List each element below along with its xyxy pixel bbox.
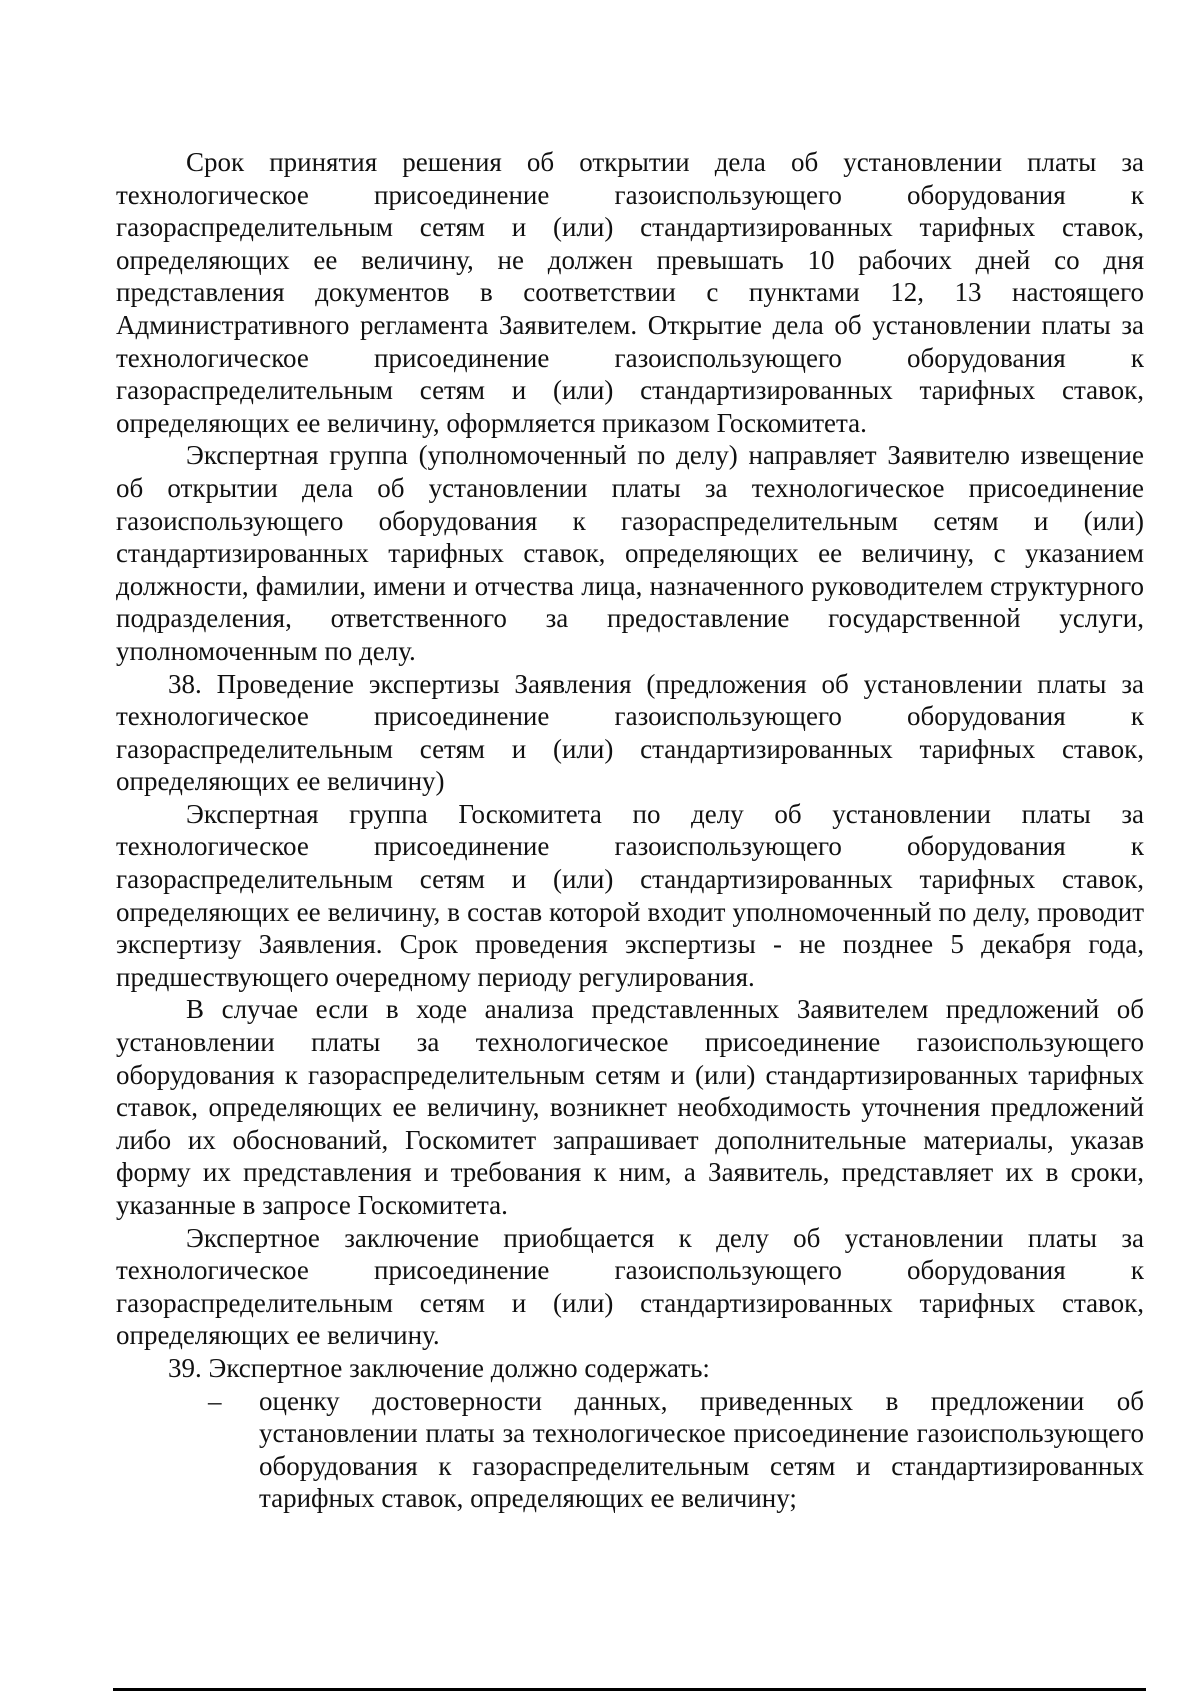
paragraph-additional-materials: В случае если в ходе анализа представленных Заявителем предложений об установлении платы за технологическое присоединение газоиспользующего оборудования к газораспределительным сетям и (или) стандартизированных тарифных ставок, определяющих ее величину, возникнет необходимость уточнения предложений либо их обоснований, Госкомитет запрашивает дополнительные материалы, указав форму их представления и требования к ним, а Заявитель, представляет их в сроки, указанные в запросе Госкомитета. [116,994,1144,1220]
paragraph-expertise-conduct: Экспертная группа Госкомитета по делу об установлении платы за технологическое присоединение газоиспользующего оборудования к газораспределительным сетям и (или) стандартизированных тарифных ставок, определяющих ее величину, в состав которой входит уполномоченный по делу, проводит экспертизу Заявления. Срок проведения экспертизы - не позднее 5 декабря года, предшествующего очередному периоду регулирования. [116,798,1144,992]
section-39-heading: 39. Экспертное заключение должно содержать: [168,1352,710,1383]
dash-bullet-icon: – [208,1385,222,1416]
document-body [116,146,1144,1515]
footer-divider [113,1688,1146,1691]
paragraph-expert-conclusion: Экспертное заключение приобщается к делу об установлении платы за технологическое присоединение газоиспользующего оборудования к газораспределительным сетям и (или) стандартизированных тарифных ставок, определяющих ее величину. [116,1222,1144,1351]
paragraph-decision-deadline: Срок принятия решения об открытии дела об установлении платы за технологическое присоединение газоиспользующего оборудования к газораспределительным сетям и (или) стандартизированных тарифных ставок, определяющих ее величину, не должен превышать 10 рабочих дней со дня представления документов в соответствии с пунктами 12, 13 настоящего Административного регламента Заявителем. Открытие дела об установлении платы за технологическое присоединение газоиспользующего оборудования к газораспределительным сетям и (или) стандартизированных тарифных ставок, определяющих ее величину, оформляется приказом Госкомитета. [116,147,1144,438]
paragraph-expert-group-notice: Экспертная группа (уполномоченный по делу) направляет Заявителю извещение об открытии дела об установлении платы за технологическое присоединение газоиспользующего оборудования к газораспределительным сетям и (или) стандартизированных тарифных ставок, определяющих ее величину, с указанием должности, фамилии, имени и отчества лица, назначенного руководителем структурного подразделения, ответственного за предоставление государственной услуги, уполномоченным по делу. [116,440,1144,666]
list-item [116,1385,1144,1515]
list-item-text: оценку достоверности данных, приведенных в предложении об установлении платы за технологическое присоединение газоиспользующего оборудования к газораспределительным сетям и стандартизированных тарифных ставок, определяющих ее величину; [259,1385,1144,1514]
section-38-heading: 38. Проведение экспертизы Заявления (предложения об установлении платы за технологическое присоединение газоиспользующего оборудования к газораспределительным сетям и (или) стандартизированных тарифных ставок, определяющих ее величину) [116,668,1144,797]
